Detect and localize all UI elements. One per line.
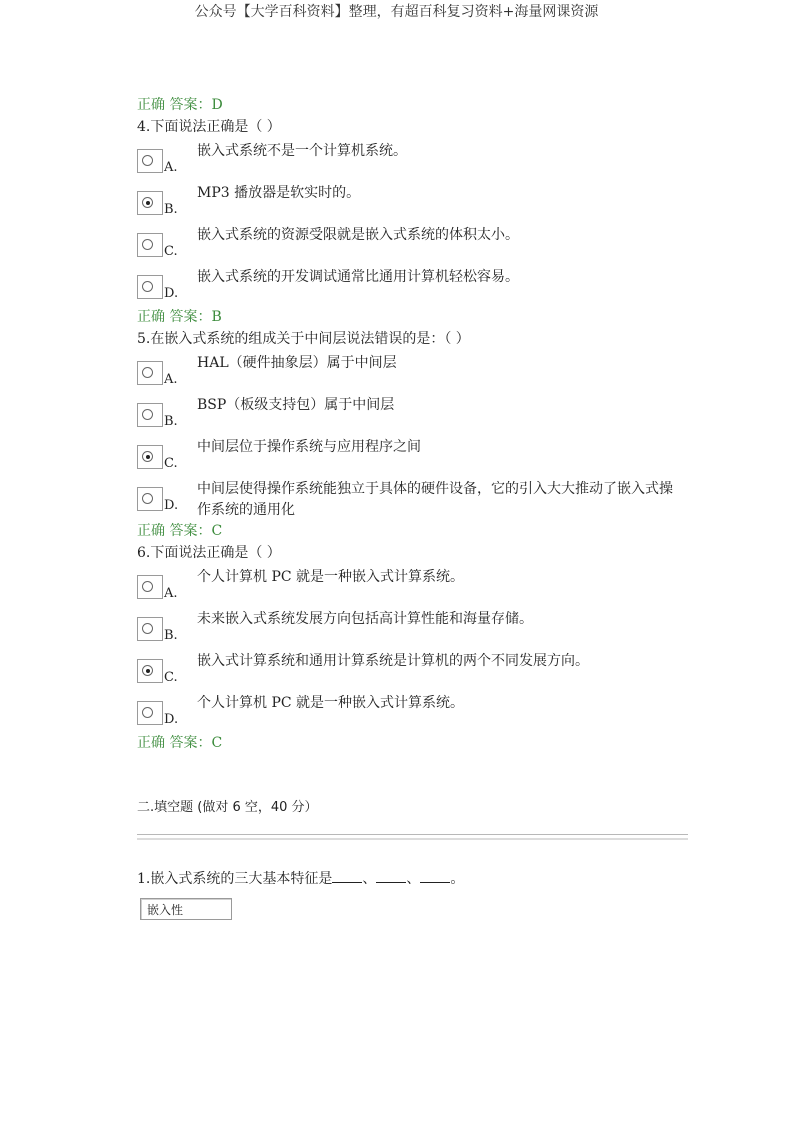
radio-button[interactable] <box>137 487 163 511</box>
blank <box>420 868 450 883</box>
radio-button[interactable] <box>137 149 163 173</box>
option-text: HAL（硬件抽象层）属于中间层 <box>197 355 397 371</box>
radio-button[interactable] <box>137 233 163 257</box>
end-mark: 。 <box>450 871 465 887</box>
fill-question-text: 1.嵌入式系统的三大基本特征是 <box>137 871 333 887</box>
radio-circle-icon <box>142 155 153 166</box>
option-letter: C. <box>164 456 178 471</box>
option-letter: A. <box>164 372 178 387</box>
section-title: 二.填空题 (做对 6 空，40 分） <box>137 800 318 815</box>
radio-button[interactable] <box>137 275 163 299</box>
radio-selected-icon <box>142 197 153 208</box>
answer-text: 正确 答案：C <box>137 735 223 751</box>
radio-circle-icon <box>142 409 153 420</box>
option-text: 个人计算机 PC 就是一种嵌入式计算系统。 <box>197 569 465 585</box>
option-letter: D. <box>164 498 179 513</box>
answer-text: 正确 答案：D <box>137 97 223 113</box>
option-text: 嵌入式系统不是一个计算机系统。 <box>197 143 407 159</box>
option-d[interactable] <box>137 264 697 306</box>
option-letter: D. <box>164 712 179 727</box>
separator: 、 <box>362 871 377 887</box>
radio-circle-icon <box>142 707 153 718</box>
radio-circle-icon <box>142 581 153 592</box>
option-b[interactable] <box>137 392 697 434</box>
radio-circle-icon <box>142 239 153 250</box>
fill-answer-input[interactable]: 嵌入性 <box>140 898 232 920</box>
radio-button[interactable] <box>137 445 163 469</box>
option-text: 嵌入式系统的开发调试通常比通用计算机轻松容易。 <box>197 269 519 285</box>
radio-button[interactable] <box>137 617 163 641</box>
option-text: 中间层位于操作系统与应用程序之间 <box>197 439 421 455</box>
option-c[interactable] <box>137 434 697 476</box>
option-a[interactable] <box>137 138 697 180</box>
blank <box>376 868 406 883</box>
question-block <box>137 542 697 754</box>
radio-selected-icon <box>142 665 153 676</box>
option-text: BSP（板级支持包）属于中间层 <box>197 397 395 413</box>
option-d[interactable] <box>137 476 697 520</box>
option-d[interactable] <box>137 690 697 732</box>
question-block <box>137 328 697 542</box>
option-a[interactable] <box>137 564 697 606</box>
separator: 、 <box>406 871 421 887</box>
radio-button[interactable] <box>137 191 163 215</box>
option-text: MP3 播放器是软实时的。 <box>197 185 361 201</box>
radio-circle-icon <box>142 281 153 292</box>
option-a[interactable] <box>137 350 697 392</box>
option-c[interactable] <box>137 222 697 264</box>
question-text: 6.下面说法正确是（ ） <box>137 545 281 561</box>
radio-selected-icon <box>142 451 153 462</box>
option-letter: A. <box>164 160 178 175</box>
option-letter: C. <box>164 244 178 259</box>
answer-text: 正确 答案：B <box>137 309 222 325</box>
option-b[interactable] <box>137 606 697 648</box>
page-header: 公众号【大学百科资料】整理，有超百科复习资料+海量网课资源 <box>194 4 599 20</box>
option-c[interactable] <box>137 648 697 690</box>
question-text: 4.下面说法正确是（ ） <box>137 119 281 135</box>
option-text: 个人计算机 PC 就是一种嵌入式计算系统。 <box>197 695 465 711</box>
radio-circle-icon <box>142 493 153 504</box>
option-letter: A. <box>164 586 178 601</box>
radio-circle-icon <box>142 623 153 634</box>
option-text: 未来嵌入式系统发展方向包括高计算性能和海量存储。 <box>197 611 533 627</box>
answer-text: 正确 答案：C <box>137 523 223 539</box>
blank <box>332 868 362 883</box>
question-block <box>137 116 697 328</box>
radio-button[interactable] <box>137 575 163 599</box>
radio-button[interactable] <box>137 701 163 725</box>
option-b[interactable] <box>137 180 697 222</box>
quiz-content <box>137 94 697 920</box>
option-text: 嵌入式计算系统和通用计算系统是计算机的两个不同发展方向。 <box>197 653 589 669</box>
question-text: 5.在嵌入式系统的组成关于中间层说法错误的是：（ ） <box>137 331 470 347</box>
option-letter: B. <box>164 202 178 217</box>
option-letter: C. <box>164 670 178 685</box>
radio-button[interactable] <box>137 659 163 683</box>
radio-circle-icon <box>142 367 153 378</box>
option-letter: B. <box>164 628 178 643</box>
divider <box>137 834 688 840</box>
radio-button[interactable] <box>137 361 163 385</box>
option-text: 嵌入式系统的资源受限就是嵌入式系统的体积太小。 <box>197 227 519 243</box>
radio-button[interactable] <box>137 403 163 427</box>
option-text: 中间层使得操作系统能独立于具体的硬件设备，它的引入大大推动了嵌入式操作系统的通用化 <box>197 481 673 518</box>
option-letter: B. <box>164 414 178 429</box>
option-letter: D. <box>164 286 179 301</box>
fill-question <box>137 868 697 890</box>
